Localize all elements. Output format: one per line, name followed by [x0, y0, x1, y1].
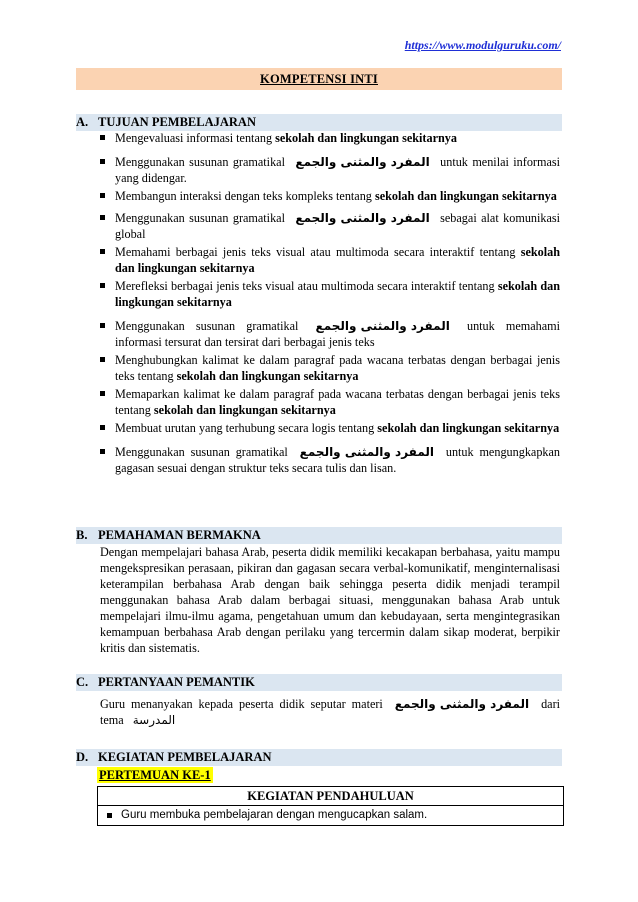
table-header: KEGIATAN PENDAHULUAN: [98, 787, 563, 806]
goal-item: Membangun interaksi dengan teks kompleks tentang sekolah dan lingkungan sekitarnya: [100, 188, 560, 204]
goal-item: Menghubungkan kalimat ke dalam paragraf pada wacana terbatas dengan berbagai jenis teks tentang sekolah dan lingkungan sekitarnya: [100, 352, 560, 384]
trigger-question-text: Guru menanyakan kepada peserta didik seputar materi المفرد والمثنى والجمع dari tema المدرسة: [100, 697, 561, 727]
learning-goals-list: [100, 130, 560, 476]
section-b-heading: [76, 527, 562, 544]
section-a-letter: A.: [76, 115, 89, 129]
goal-item: Memaparkan kalimat ke dalam paragraf pada wacana terbatas dengan berbagai jenis teks tentang sekolah dan lingkungan sekitarnya: [100, 386, 560, 418]
arabic-grammar-term: المفرد والمثنى والجمع: [295, 211, 430, 225]
goal-item: Menggunakan susunan gramatikal المفرد والمثنى والجمع untuk mengungkapkan gagasan sesuai dengan struktur teks secara tulis dan lisan.: [100, 444, 560, 476]
kompetensi-inti-banner: [76, 68, 562, 90]
meaningful-understanding-text: Dengan mempelajari bahasa Arab, peserta didik memiliki kecakapan berbahasa, yaitu mampu mengekspresikan perasaan, pikiran dan gagasan secara verbal-komunikatif, menginternalisasi keterampilan berbahasa Arab dengan baik sehingga peserta didik menjadi terampil menggunakan bahasa Arab dalam berbagai situasi, menggunakan bahasa Arab untuk mempelajari ilmu-ilmu agama, pengetahuan umum dan kebudayaan, serta mengintegrasikan kemampuan berbahasa Arab dengan perilaku yang tercermin dalam sikap moderat, berpikir kritis dan sistematis.: [100, 545, 560, 655]
arabic-grammar-term: المفرد والمثنى والجمع: [394, 697, 530, 711]
arabic-grammar-term: المفرد والمثنى والجمع: [295, 155, 430, 169]
section-b-letter: B.: [76, 528, 88, 542]
section-a-heading: [76, 114, 562, 131]
meeting-label: PERTEMUAN KE-1: [99, 768, 211, 782]
arabic-grammar-term: المفرد والمثنى والجمع: [315, 319, 450, 333]
section-d-heading: [76, 749, 562, 766]
activity-table: [97, 786, 564, 826]
arabic-theme-term: المدرسة: [132, 713, 176, 727]
section-d-letter: D.: [76, 750, 89, 764]
section-c-title: PERTANYAAN PEMANTIK: [98, 675, 255, 689]
goal-item: Menggunakan susunan gramatikal المفرد والمثنى والجمع untuk memahami informasi tersurat dan tersirat dari berbagai jenis teks: [100, 318, 560, 350]
section-b-title: PEMAHAMAN BERMAKNA: [98, 528, 261, 542]
section-d-title: KEGIATAN PEMBELAJARAN: [98, 750, 272, 764]
goal-item: Memahami berbagai jenis teks visual atau multimoda secara interaktif tentang sekolah dan lingkungan sekitarnya: [100, 244, 560, 276]
goal-item: Merefleksi berbagai jenis teks visual atau multimoda secara interaktif tentang sekolah dan lingkungan sekitarnya: [100, 278, 560, 310]
goal-item: Menggunakan susunan gramatikal المفرد والمثنى والجمع untuk menilai informasi yang didengar.: [100, 154, 560, 186]
section-c-heading: [76, 674, 562, 691]
table-row: Guru membuka pembelajaran dengan mengucapkan salam.: [98, 806, 563, 825]
arabic-grammar-term: المفرد والمثنى والجمع: [299, 445, 434, 459]
kompetensi-inti-title: KOMPETENSI INTI: [260, 72, 378, 86]
section-a-title: TUJUAN PEMBELAJARAN: [98, 115, 256, 129]
website-link[interactable]: https://www.modulguruku.com/: [404, 38, 561, 52]
section-c-letter: C.: [76, 675, 89, 689]
goal-item: Membuat urutan yang terhubung secara logis tentang sekolah dan lingkungan sekitarnya: [100, 420, 560, 436]
goal-item: Menggunakan susunan gramatikal المفرد والمثنى والجمع sebagai alat komunikasi global: [100, 210, 560, 242]
goal-item: Mengevaluasi informasi tentang sekolah dan lingkungan sekitarnya: [100, 130, 560, 146]
